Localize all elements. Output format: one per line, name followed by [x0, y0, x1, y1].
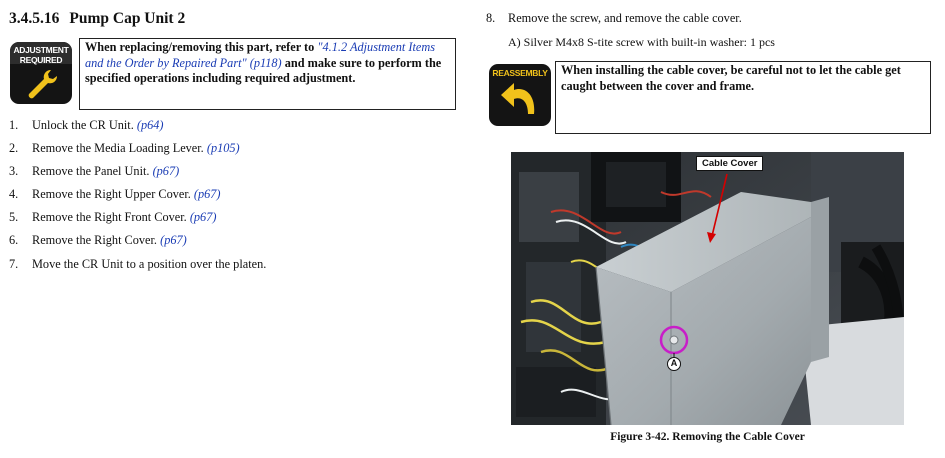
return-arrow-icon: [498, 78, 542, 118]
badge-line1: ADJUSTMENT: [13, 45, 69, 55]
adjustment-required-badge: [10, 42, 72, 104]
step-item: [9, 141, 266, 164]
cable-cover-photo: [511, 152, 904, 425]
step-item: [9, 210, 266, 233]
step-page-link[interactable]: (p67): [160, 233, 187, 248]
step-number: 7.: [9, 256, 19, 271]
reassembly-note: When installing the cable cover, be careful not to let the cable get caught between the cover and frame.: [555, 61, 931, 134]
step-item: [9, 257, 266, 280]
section-name: Pump Cap Unit 2: [69, 10, 186, 27]
section-title: [9, 10, 185, 28]
printer-photo-illustration: [511, 152, 904, 425]
step-text: Unlock the CR Unit.: [32, 118, 137, 132]
step-item: [9, 233, 266, 256]
step-8: [486, 11, 742, 26]
adjustment-note-text: When replacing/removing this part, refer to: [85, 40, 318, 54]
step-page-link[interactable]: (p67): [152, 164, 180, 179]
reassembly-label: REASSEMBLY: [492, 68, 548, 78]
step-8-detail: A) Silver M4x8 S-tite screw with built-in washer: 1 pcs: [508, 35, 775, 49]
step-page-link[interactable]: (p67): [193, 187, 221, 202]
section-number: 3.4.5.16: [9, 10, 60, 27]
step-page-link[interactable]: (p64): [136, 118, 164, 132]
adjustment-note-text-end: and make sure to perform the specified operations including required adjustment.: [85, 55, 442, 85]
step-text: Remove the Media Loading Lever.: [32, 141, 207, 156]
step-number: 6.: [9, 233, 19, 248]
step-text: Remove the screw, and remove the cable cover.: [508, 11, 742, 25]
step-number: 4.: [9, 187, 19, 202]
step-item: [9, 187, 266, 210]
screw-marker-label: A: [670, 358, 678, 368]
figure-caption: Figure 3-42. Removing the Cable Cover: [610, 431, 805, 443]
step-page-link[interactable]: (p105): [206, 141, 240, 156]
cable-cover-callout: Cable Cover: [696, 156, 763, 171]
step-number: 1.: [9, 118, 19, 132]
step-text: Move the CR Unit to a position over the platen.: [32, 256, 267, 271]
step-text: Remove the Right Upper Cover.: [32, 187, 194, 202]
step-page-link[interactable]: (p67): [189, 210, 217, 225]
badge-line2: REQUIRED: [19, 55, 63, 65]
step-item: [9, 164, 266, 187]
step-text: Remove the Panel Unit.: [32, 164, 153, 179]
step-text: Remove the Right Front Cover.: [32, 210, 190, 225]
adjustment-link[interactable]: "4.1.2 Adjustment Items and the Order by Repaired Part" (p118): [85, 40, 436, 70]
step-number: 3.: [9, 164, 19, 179]
reassembly-badge: [489, 64, 551, 126]
step-item: [9, 118, 266, 141]
step-number: 2.: [9, 141, 19, 156]
step-text: Remove the Right Cover.: [32, 233, 161, 248]
procedure-steps: [9, 118, 266, 280]
wrench-icon: [21, 66, 61, 102]
step-number: 8.: [486, 11, 496, 25]
step-number: 5.: [9, 210, 19, 225]
adjustment-note: [79, 38, 456, 110]
